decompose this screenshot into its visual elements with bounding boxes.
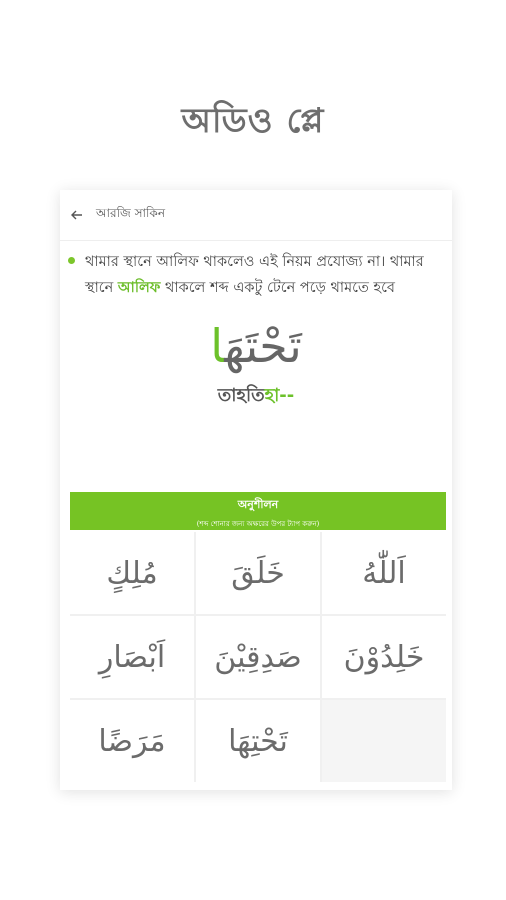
example-arabic-main: تَحْتَهَ <box>224 319 302 373</box>
word-cell[interactable]: خَلِدُوْنَ <box>322 616 446 698</box>
rule-note <box>60 241 452 301</box>
example-transliteration <box>60 381 452 412</box>
translit-main: তাহতি <box>217 385 265 406</box>
practice-header <box>70 492 446 530</box>
page-title: অডিও প্লে <box>181 101 325 141</box>
word-cell[interactable]: اَللّٰهُ <box>322 532 446 614</box>
rule-text-part1: থামার স্থানে আলিফ থাকলেও এই নিয়ম প্রযোজ্য না। থামার স্থানে <box>85 254 424 296</box>
word-cell[interactable]: خَلَقَ <box>196 532 320 614</box>
rule-text <box>85 249 438 301</box>
rule-text-part2: থাকলে শব্দ একটু টেনে পড়ে থামতে হবে <box>160 280 395 296</box>
word-cell[interactable]: تَحْتِهَا <box>196 700 320 782</box>
bullet-dot <box>68 257 75 264</box>
practice-grid <box>70 532 446 782</box>
arrow-left-icon[interactable] <box>68 206 86 224</box>
empty-cell <box>322 700 446 782</box>
word-cell[interactable]: اَبْصَارِ <box>70 616 194 698</box>
appbar-title: আরজি সাকিন <box>96 206 165 220</box>
example-arabic-accent: ا <box>210 319 225 373</box>
example-arabic <box>60 319 452 373</box>
translit-accent: হা-- <box>264 385 295 406</box>
app-bar <box>60 190 452 241</box>
example-word[interactable] <box>60 319 452 412</box>
word-cell[interactable]: مَرَضًا <box>70 700 194 782</box>
word-cell[interactable]: صَدِقِيْنَ <box>196 616 320 698</box>
practice-hint: (শব্দ শোনার জন্য অক্ষরের উপর ট্যাপ করুন) <box>196 520 320 528</box>
rule-highlight: আলিফ <box>117 280 161 296</box>
phone-screen <box>60 190 452 790</box>
word-cell[interactable]: مُلِكٍ <box>70 532 194 614</box>
practice-title: অনুশীলন <box>237 498 279 511</box>
